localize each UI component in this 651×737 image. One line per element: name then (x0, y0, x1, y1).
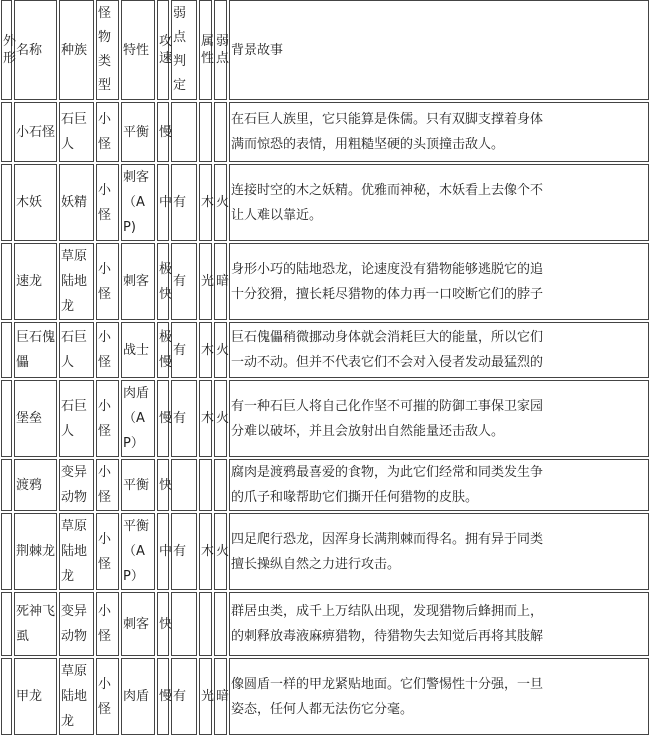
story-line: 群居虫类，成千上万结队出现，发现猎物后蜂拥而上， (231, 604, 544, 619)
cell-attr: 木 (199, 322, 212, 378)
cell-type: 小怪 (96, 243, 119, 320)
cell-speed: 快 (157, 592, 169, 656)
cell-weakness: 火 (214, 164, 227, 241)
header-cell: 怪物类型 (96, 0, 119, 100)
appearance-cell (1, 380, 12, 457)
story-line: 腐肉是渡鸦最喜爱的食物，为此它们经常和同类发生争 (231, 465, 544, 480)
cell-attr (199, 102, 212, 162)
cell-weak-judge (171, 592, 197, 656)
cell-name: 甲龙 (14, 658, 57, 735)
header-cell: 种族 (59, 0, 94, 100)
cell-speed: 慢 (157, 102, 169, 162)
table-row (1, 102, 649, 162)
cell-weakness: 火 (214, 322, 227, 378)
cell-type: 小怪 (96, 380, 119, 457)
cell-type: 小怪 (96, 459, 119, 511)
header-cell: 弱点 (214, 0, 227, 100)
cell-attr: 木 (199, 513, 212, 590)
cell-race: 变异动物 (59, 459, 94, 511)
appearance-cell (1, 459, 12, 511)
table-row (1, 592, 649, 656)
cell-weakness: 暗 (214, 243, 227, 320)
cell-name: 巨石傀儡 (14, 322, 57, 378)
cell-story (229, 513, 649, 590)
cell-story (229, 164, 649, 241)
cell-story (229, 592, 649, 656)
table-row (1, 658, 649, 735)
cell-trait: 平衡 (121, 102, 155, 162)
cell-attr: 光 (199, 658, 212, 735)
cell-speed: 极慢 (157, 322, 169, 378)
cell-trait: 平衡（AP） (121, 513, 155, 590)
table-row (1, 164, 649, 241)
cell-weak-judge: 有 (171, 380, 197, 457)
appearance-cell (1, 592, 12, 656)
story-line: 像圆盾一样的甲龙紧贴地面。它们警惕性十分强，一旦 (231, 676, 544, 692)
cell-attr (199, 459, 212, 511)
cell-name: 速龙 (14, 243, 57, 320)
cell-trait: 刺客（AP) (121, 164, 155, 241)
cell-type: 小怪 (96, 513, 119, 590)
story-line: 的爪子和喙帮助它们撕开任何猎物的皮肤。 (231, 490, 479, 505)
cell-trait: 刺客 (121, 592, 155, 656)
cell-story (229, 658, 649, 735)
cell-name: 小石怪 (14, 102, 57, 162)
table-row (1, 513, 649, 590)
story-line: 有一种石巨人将自己化作坚不可摧的防御工事保卫家园 (231, 398, 544, 414)
cell-speed: 中 (157, 513, 169, 590)
header-cell: 特性 (121, 0, 155, 100)
cell-weakness (214, 592, 227, 656)
header-cell: 名称 (14, 0, 57, 100)
story-line: 姿态，任何人都无法伤它分毫。 (231, 701, 414, 717)
cell-trait: 刺客 (121, 243, 155, 320)
cell-name: 渡鸦 (14, 459, 57, 511)
cell-trait: 战士 (121, 322, 155, 378)
cell-weakness: 火 (214, 380, 227, 457)
story-line: 巨石傀儡稍微挪动身体就会消耗巨大的能量，所以它们 (231, 330, 544, 345)
cell-weak-judge (171, 459, 197, 511)
cell-attr: 光 (199, 243, 212, 320)
cell-race: 草原陆地龙 (59, 243, 94, 320)
cell-type: 小怪 (96, 102, 119, 162)
cell-race: 妖精 (59, 164, 94, 241)
cell-story (229, 322, 649, 378)
appearance-cell (1, 243, 12, 320)
story-line: 的刺释放毒液麻痹猎物，待猎物失去知觉后再将其肢解 (231, 629, 544, 644)
cell-type: 小怪 (96, 322, 119, 378)
cell-race: 草原陆地龙 (59, 513, 94, 590)
table-row (1, 243, 649, 320)
cell-weak-judge: 有 (171, 322, 197, 378)
story-line: 身形小巧的陆地恐龙，论速度没有猎物能够逃脱它的追 (231, 261, 544, 277)
appearance-cell (1, 322, 12, 378)
cell-race: 石巨人 (59, 102, 94, 162)
cell-story (229, 459, 649, 511)
cell-attr (199, 592, 212, 656)
header-cell: 外形 (1, 0, 12, 100)
cell-name: 堡垒 (14, 380, 57, 457)
cell-attr: 木 (199, 380, 212, 457)
appearance-cell (1, 513, 12, 590)
header-cell: 背景故事 (229, 0, 649, 100)
cell-weakness (214, 102, 227, 162)
cell-weak-judge: 有 (171, 243, 197, 320)
table-row (1, 459, 649, 511)
cell-type: 小怪 (96, 658, 119, 735)
story-line: 十分狡猾，擅长耗尽猎物的体力再一口咬断它们的脖子 (231, 286, 544, 302)
cell-trait: 肉盾（AP） (121, 380, 155, 457)
story-line: 满而惊恐的表情，用粗糙坚硬的头顶撞击敌人。 (231, 137, 505, 152)
cell-speed: 慢 (157, 658, 169, 735)
cell-weak-judge (171, 102, 197, 162)
cell-name: 死神飞虱 (14, 592, 57, 656)
cell-weak-judge: 有 (171, 513, 197, 590)
story-line: 让人难以靠近。 (231, 207, 323, 223)
cell-race: 草原陆地龙 (59, 658, 94, 735)
cell-trait: 肉盾 (121, 658, 155, 735)
table-row (1, 380, 649, 457)
cell-race: 变异动物 (59, 592, 94, 656)
cell-weakness: 暗 (214, 658, 227, 735)
cell-race: 石巨人 (59, 380, 94, 457)
header-row (1, 0, 649, 100)
table-row (1, 322, 649, 378)
cell-story (229, 380, 649, 457)
cell-trait: 平衡 (121, 459, 155, 511)
cell-attr: 木 (199, 164, 212, 241)
cell-speed: 极快 (157, 243, 169, 320)
cell-weak-judge: 有 (171, 164, 197, 241)
appearance-cell (1, 164, 12, 241)
cell-weakness (214, 459, 227, 511)
cell-name: 荆棘龙 (14, 513, 57, 590)
appearance-cell (1, 102, 12, 162)
appearance-cell (1, 658, 12, 735)
story-line: 擅长操纵自然之力进行攻击。 (231, 556, 401, 572)
story-line: 连接时空的木之妖精。优雅而神秘，木妖看上去像个不 (231, 182, 544, 198)
story-line: 在石巨人族里，它只能算是侏儒。只有双脚支撑着身体 (231, 112, 544, 127)
cell-speed: 慢 (157, 380, 169, 457)
header-cell: 属性 (199, 0, 212, 100)
header-cell: 弱点判定 (171, 0, 197, 100)
cell-race: 石巨人 (59, 322, 94, 378)
story-line: 四足爬行恐龙，因浑身长满荆棘而得名。拥有异于同类 (231, 531, 544, 547)
story-line: 分难以破坏，并且会放射出自然能量还击敌人。 (231, 423, 505, 439)
story-line: 一动不动。但并不代表它们不会对入侵者发动最猛烈的 (231, 355, 544, 370)
cell-story (229, 102, 649, 162)
cell-story (229, 243, 649, 320)
cell-weak-judge: 有 (171, 658, 197, 735)
cell-speed: 中 (157, 164, 169, 241)
cell-speed: 快 (157, 459, 169, 511)
cell-name: 木妖 (14, 164, 57, 241)
cell-type: 小怪 (96, 164, 119, 241)
header-cell: 攻速 (157, 0, 169, 100)
cell-weakness: 火 (214, 513, 227, 590)
cell-type: 小怪 (96, 592, 119, 656)
